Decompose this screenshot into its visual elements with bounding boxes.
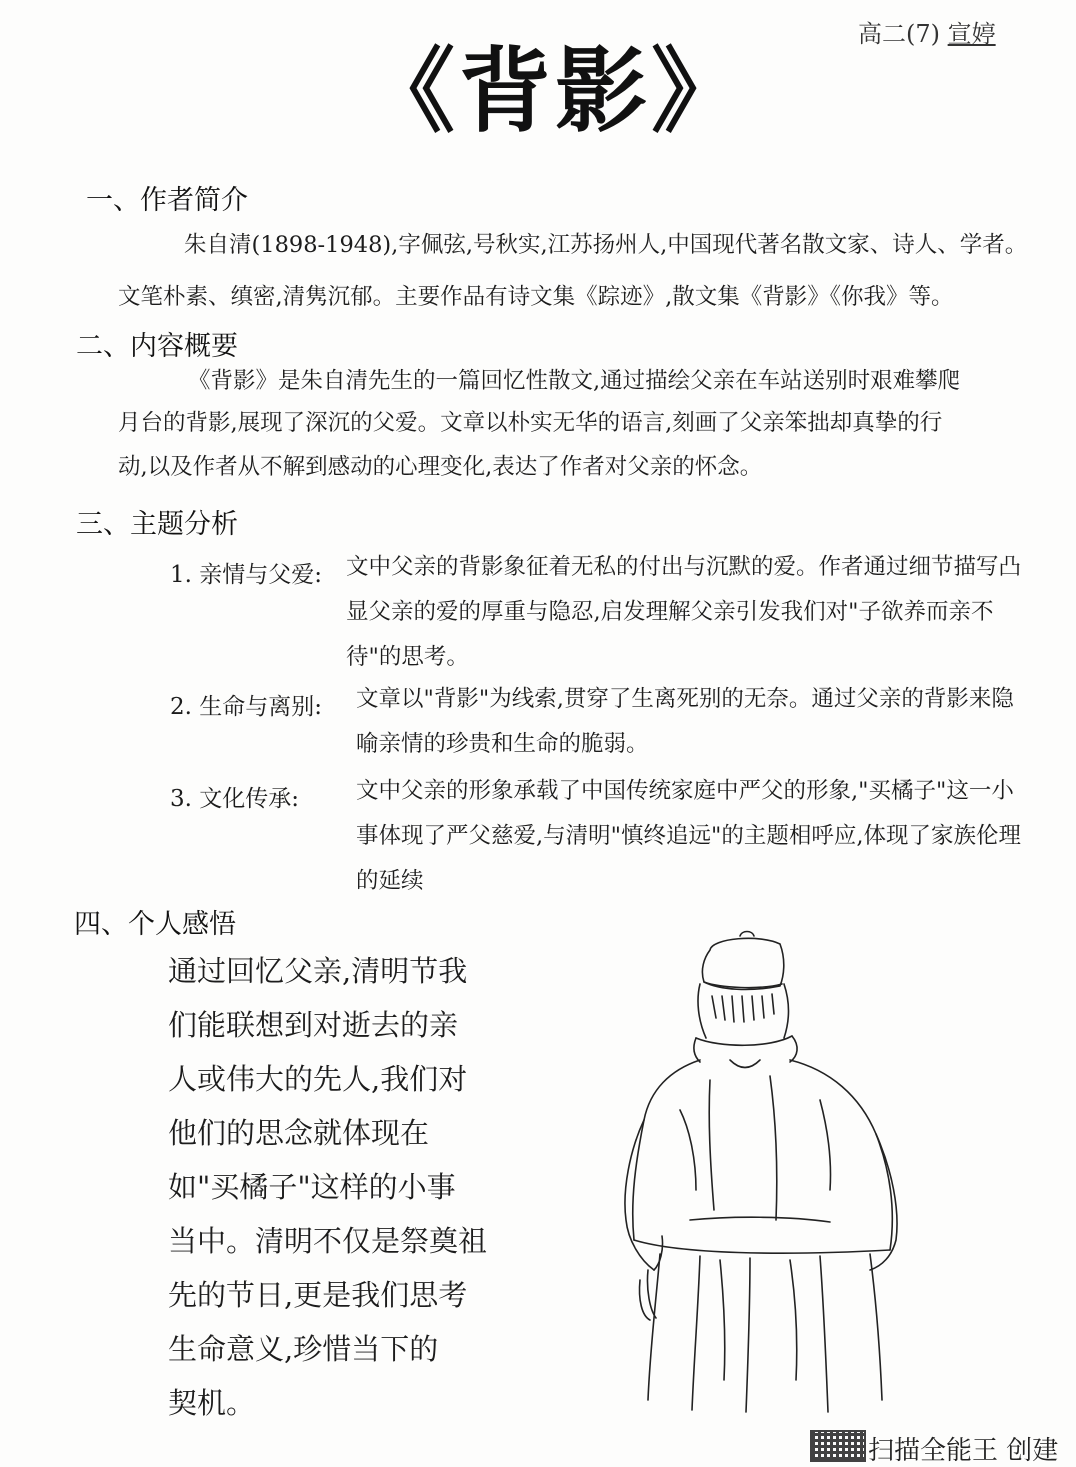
section2-line3: 动,以及作者从不解到感动的心理变化,表达了作者对父亲的怀念。 [118,454,763,480]
section1-line1: 朱自清(1898-1948),字佩弦,号秋实,江苏扬州人,中国现代著名散文家、诗人、学者。 [184,232,1028,258]
reflection-line: 人或伟大的先人,我们对 [168,1062,468,1096]
theme1-label: 1. 亲情与父爱: [170,562,323,588]
reflection-line: 他们的思念就体现在 [168,1116,430,1150]
section4-heading: 四、个人感悟 [74,909,236,940]
section2-heading: 二、内容概要 [76,331,238,362]
section3-heading: 三、主题分析 [76,509,238,540]
reflection-line: 先的节日,更是我们思考 [168,1278,468,1312]
page-title: 《背影》 [362,38,747,145]
section2-line1: 《背影》是朱自清先生的一篇回忆性散文,通过描绘父亲在车站送别时艰难攀爬 [188,368,961,394]
reflection-line: 当中。清明不仅是祭奠祖 [168,1224,488,1258]
father-back-sketch [600,920,940,1420]
reflection-line: 生命意义,珍惜当下的 [168,1332,439,1366]
section1-heading: 一、作者简介 [86,185,248,216]
reflection-text [168,944,528,1430]
class-info [858,14,996,49]
theme3-text: 文中父亲的形象承载了中国传统家庭中严父的形象,"买橘子"这一小事体现了严父慈爱,与清明"慎终追远"的主题相呼应,体现了家族伦理的延续 [356,778,1022,894]
reflection-line: 如"买橘子"这样的小事 [168,1170,456,1204]
reflection-line: 契机。 [168,1386,256,1420]
theme1-text: 文中父亲的背影象征着无私的付出与沉默的爱。作者通过细节描写凸显父亲的爱的厚重与隐忍,启发理解父亲引发我们对"子欲养而亲不待"的思考。 [346,554,1022,670]
theme2-text: 文章以"背影"为线索,贯穿了生离死别的无奈。通过父亲的背影来隐喻亲情的珍贵和生命的脆弱。 [356,686,1014,757]
section1-line2: 文笔朴素、缜密,清隽沉郁。主要作品有诗文集《踪迹》,散文集《背影》《你我》等。 [118,284,954,310]
qr-code-icon [810,1430,866,1462]
scanner-watermark [806,1428,1076,1466]
theme3-label: 3. 文化传承: [170,786,300,812]
theme2-label: 2. 生命与离别: [170,694,323,720]
section2-line2: 月台的背影,展现了深沉的父爱。文章以朴实无华的语言,刻画了父亲笨拙却真挚的行 [118,410,943,436]
reflection-line: 通过回忆父亲,清明节我 [168,954,468,988]
student-name: 宣婷 [947,20,996,48]
class-label: 高二(7) [858,20,940,48]
scanner-brand: 扫描全能王 创建 [868,1436,1059,1466]
reflection-line: 们能联想到对逝去的亲 [168,1008,459,1042]
